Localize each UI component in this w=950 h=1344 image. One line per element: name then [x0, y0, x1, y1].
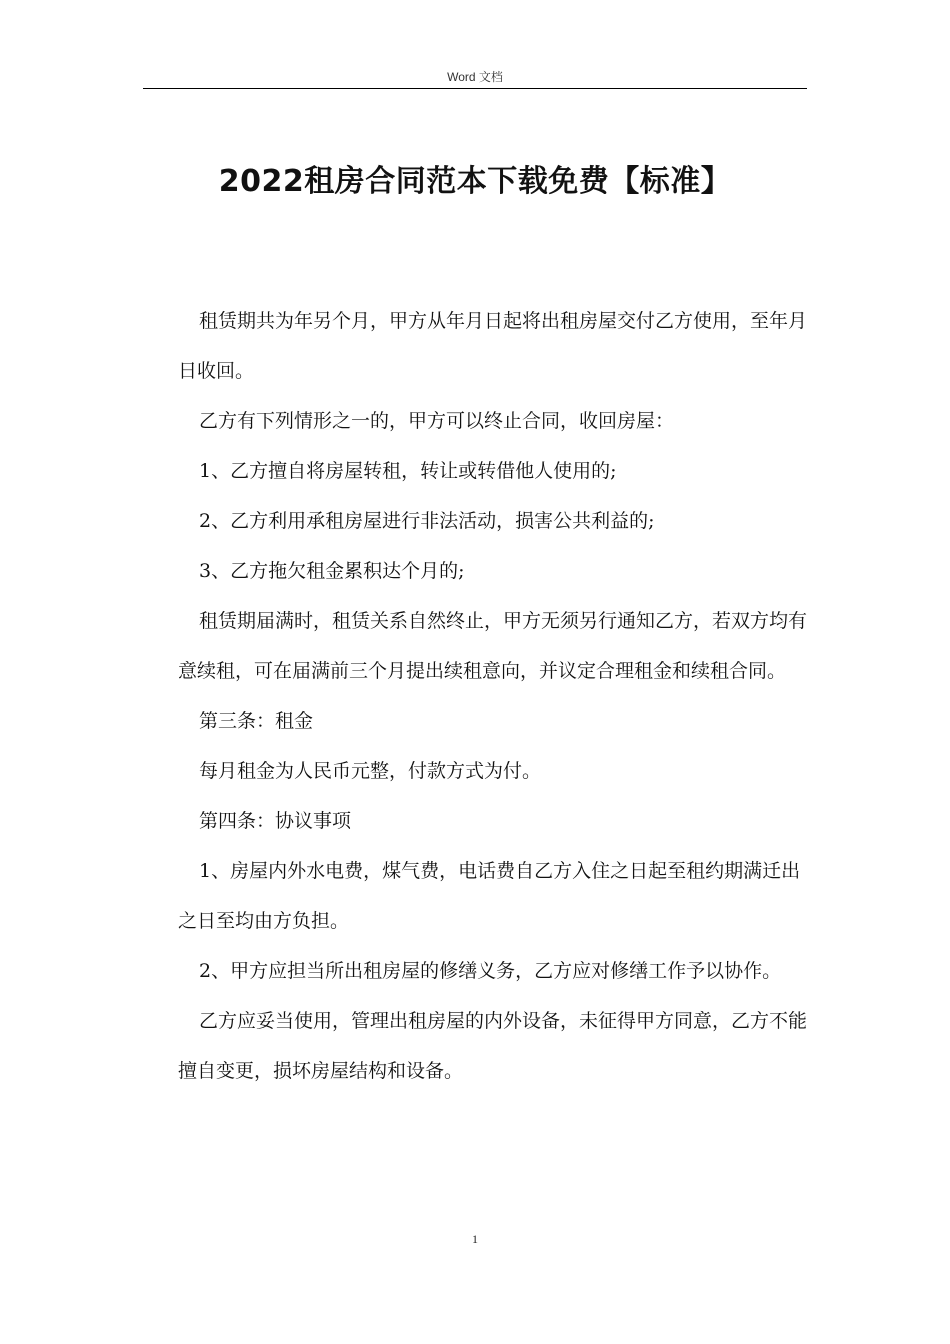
- paragraph-repairs: 2、甲方应担当所出租房屋的修缮义务，乙方应对修缮工作予以协作。: [199, 960, 782, 982]
- document-title: 2022租房合同范本下载免费【标准】: [218, 164, 732, 199]
- paragraph-condition-1: 1、乙方擅自将房屋转租，转让或转借他人使用的;: [199, 460, 617, 482]
- section-heading-agreement-items: 第四条：协议事项: [199, 810, 352, 832]
- section-heading-rent: 第三条：租金: [199, 710, 314, 732]
- paragraph-lease-term: 租赁期共为年另个月，甲方从年月日起将出租房屋交付乙方使用，至年月日收回。: [178, 310, 808, 382]
- paragraph-termination-conditions: 乙方有下列情形之一的，甲方可以终止合同，收回房屋：: [199, 410, 675, 432]
- paragraph-rent-amount: 每月租金为人民币元整，付款方式为付。: [199, 760, 542, 782]
- page-number: 1: [472, 1232, 478, 1246]
- paragraph-utilities: 1、房屋内外水电费，煤气费，电话费自乙方入住之日起至租约期满迁出之日至均由方负担。: [178, 860, 801, 932]
- paragraph-equipment-use: 乙方应妥当使用，管理出租房屋的内外设备，未征得甲方同意，乙方不能擅自变更，损坏房屋结构和设备。: [178, 1010, 808, 1082]
- header-rule: [143, 88, 807, 89]
- paragraph-lease-renewal: 租赁期届满时，租赁关系自然终止，甲方无须另行通知乙方，若双方均有意续租，可在届满前三个月提出续租意向，并议定合理租金和续租合同。: [178, 610, 808, 682]
- paragraph-condition-2: 2、乙方利用承租房屋进行非法活动，损害公共利益的;: [199, 510, 655, 532]
- document-body: [178, 296, 818, 1096]
- page-header: Word 文档: [447, 70, 503, 84]
- paragraph-condition-3: 3、乙方拖欠租金累积达个月的;: [199, 560, 465, 582]
